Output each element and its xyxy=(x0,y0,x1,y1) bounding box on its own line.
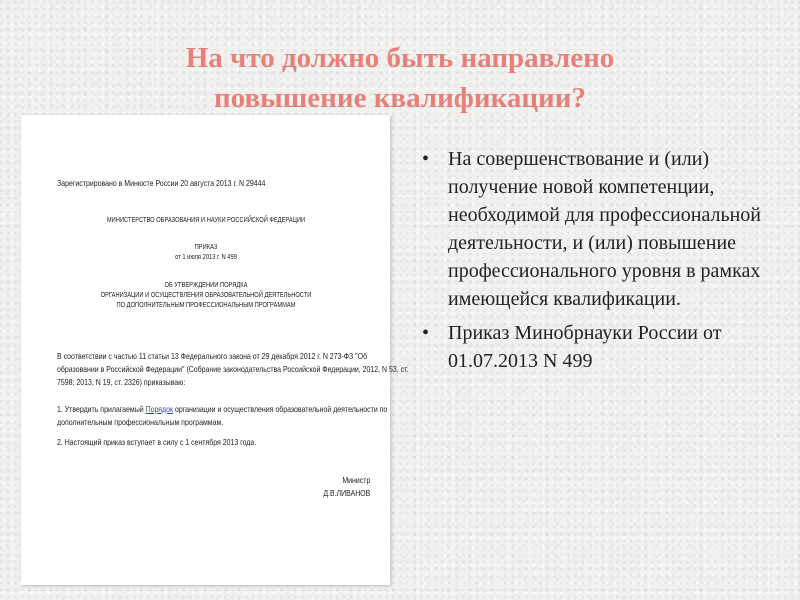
order-date: от 1 июля 2013 г. N 499 xyxy=(175,254,237,261)
subject-line-3: ПО ДОПОЛНИТЕЛЬНЫМ ПРОФЕССИОНАЛЬНЫМ ПРОГРАММАМ xyxy=(116,302,296,309)
subject-line-2: ОРГАНИЗАЦИИ И ОСУЩЕСТВЛЕНИЯ ОБРАЗОВАТЕЛЬНОЙ ДЕЯТЕЛЬНОСТИ xyxy=(100,292,312,299)
bullet-marker: • xyxy=(422,322,430,344)
signer-role: Министр xyxy=(341,475,370,485)
clause-1-line-2: дополнительным профессиональным программам. xyxy=(57,417,224,427)
bullet-item xyxy=(420,319,790,375)
clause-2 xyxy=(57,436,369,449)
preamble-line-3: 7598; 2013, N 19, ст. 2326) приказываю: xyxy=(57,377,186,387)
bullet-item xyxy=(420,145,790,313)
clause-1-line-1 xyxy=(57,403,388,416)
clause-1 xyxy=(57,403,388,429)
signature-block xyxy=(323,474,370,500)
registration-line: Зарегистрировано в Минюсте России 20 августа 2013 г. N 29444 xyxy=(57,178,266,188)
bullet-text: На совершенствование и (или) получение новой компетенции, необходимой для профессиональной деятельности, и (или) повышение профессионального уровня в рамках имеющейся квалификации. xyxy=(448,148,762,310)
ministry-heading xyxy=(41,216,371,226)
order-label: ПРИКАЗ xyxy=(194,244,218,251)
order-heading xyxy=(41,243,371,263)
clause-1-rest: организации и осуществления образовательной деятельности по xyxy=(173,404,388,414)
preamble-paragraph xyxy=(57,350,409,389)
bullet-text: Приказ Минобрнауки России от 01.07.2013 N 499 xyxy=(448,322,722,372)
clause-2-text: 2. Настоящий приказ вступает в силу с 1 сентября 2013 года. xyxy=(57,437,257,447)
ministry-name: МИНИСТЕРСТВО ОБРАЗОВАНИЯ И НАУКИ РОССИЙСКОЙ ФЕДЕРАЦИИ xyxy=(106,217,306,224)
preamble-line-2: образовании в Российской Федерации" (Собрание законодательства Российской Федерации, 2012, N 53, ст. xyxy=(57,364,409,374)
subject-line-1: ОБ УТВЕРЖДЕНИИ ПОРЯДКА xyxy=(164,282,248,289)
title-line-1: На что должно быть направлено xyxy=(185,42,615,74)
bullet-list xyxy=(420,145,790,381)
bullet-marker: • xyxy=(422,148,430,170)
signer-name: Д.В.ЛИВАНОВ xyxy=(322,488,370,498)
document-scan xyxy=(21,115,409,585)
order-procedure-link[interactable]: Порядок xyxy=(145,404,174,414)
order-subject xyxy=(41,281,371,311)
slide-title xyxy=(90,38,710,118)
preamble-line-1: В соответствии с частью 11 статьи 13 Федерального закона от 29 декабря 2012 г. N 273-ФЗ "Об xyxy=(57,351,368,361)
title-line-2: повышение квалификации? xyxy=(214,82,586,114)
clause-1-prefix: 1. Утвердить прилагаемый xyxy=(57,404,146,414)
